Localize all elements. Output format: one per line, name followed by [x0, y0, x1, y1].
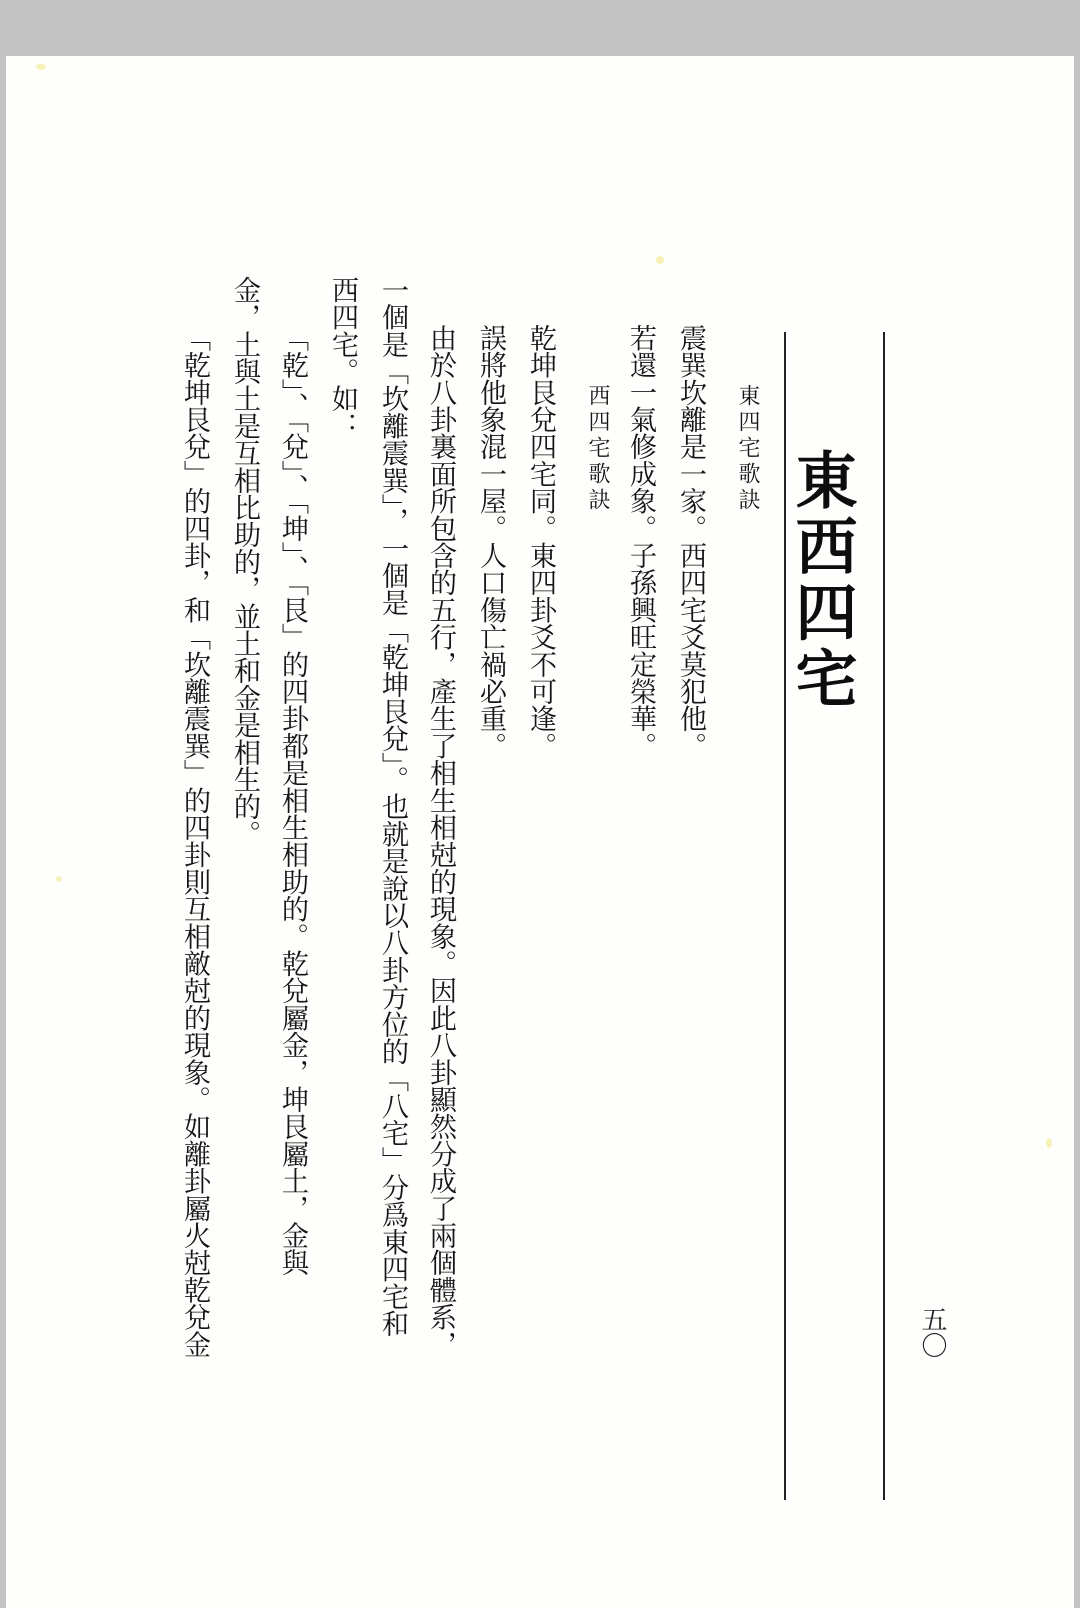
- paper-speck: [36, 64, 46, 70]
- west-four-song-heading: 西四宅歌訣: [585, 384, 610, 514]
- poem-line: 若還一氣修成象。子孫興旺定榮華。: [625, 324, 656, 760]
- body-line: 一個是「坎離震巽」，一個是「乾坤艮兌」。也就是說以八卦方位的「八宅」分爲東四宅和: [377, 276, 408, 1337]
- paper-speck: [1046, 1138, 1052, 1148]
- east-four-song-heading: 東四宅歌訣: [735, 384, 760, 514]
- body-line: 西四宅。如：: [327, 276, 358, 440]
- page-number: 五〇: [917, 1306, 947, 1358]
- title-rule-right: [883, 332, 885, 1500]
- body-line: 「乾」、「兌」、「坤」、「艮」的四卦都是相生相助的。乾兌屬金，坤艮屬土，金與: [277, 324, 308, 1276]
- body-line: 由於八卦裏面所包含的五行，產生了相生相尅的現象。因此八卦顯然分成了兩個體系，: [425, 324, 456, 1358]
- body-line: 金，土與土是互相比助的，並土和金是相生的。: [229, 276, 260, 848]
- poem-line: 誤將他象混一屋。人口傷亡禍必重。: [475, 324, 506, 760]
- paper-speck: [56, 876, 62, 882]
- page-title: 東西四宅: [785, 448, 858, 712]
- poem-line: 震巽坎離是一家。西四宅爻莫犯他。: [675, 324, 706, 760]
- scanned-page: [6, 56, 1074, 1608]
- paper-speck: [656, 256, 664, 264]
- poem-line: 乾坤艮兌四宅同。東四卦爻不可逢。: [525, 324, 556, 760]
- body-line: 「乾坤艮兌」的四卦，和「坎離震巽」的四卦則互相敵尅的現象。如離卦屬火尅乾兌金: [179, 324, 210, 1358]
